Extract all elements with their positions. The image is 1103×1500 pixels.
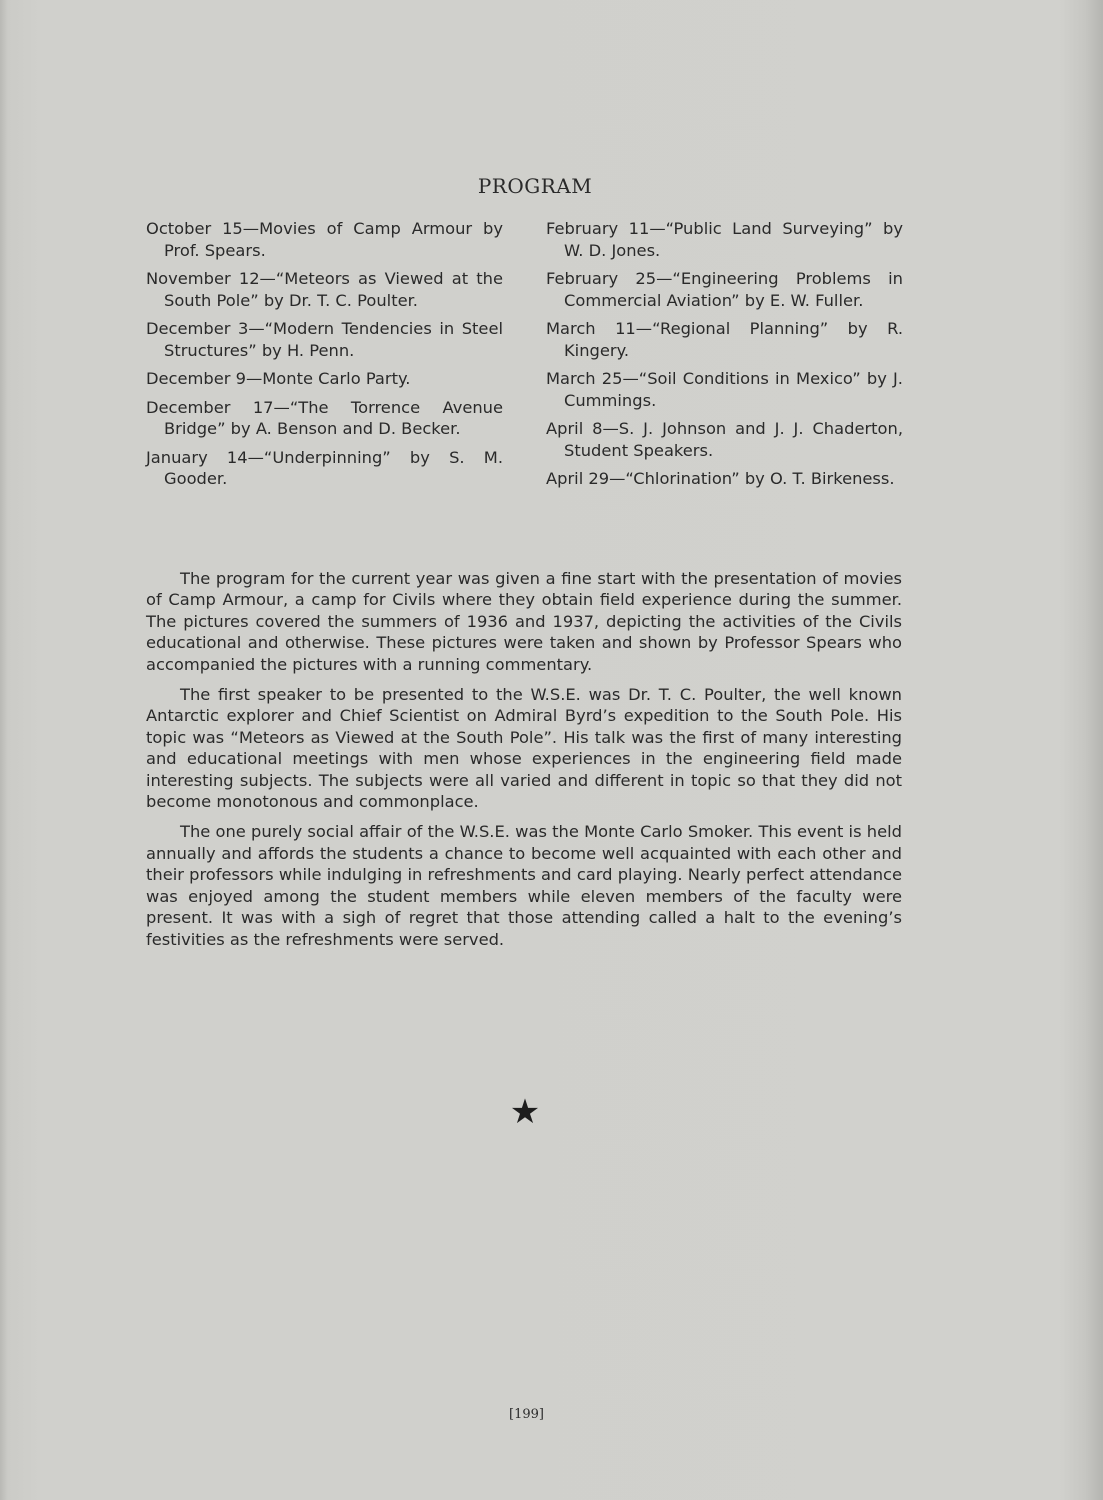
- paragraph: The one purely social affair of the W.S.E. was the Monte Carlo Smoker. This event is held annually and affords the students a chance to become well acquainted with each other and their professors while indulging in refreshments and card playing. Nearly perfect attendance was enjoyed among the student members while eleven members of the faculty were present. It was with a sigh of regret that those attending called a halt to the evening’s festivities as the refreshments were served.: [146, 822, 902, 949]
- paragraph: The first speaker to be presented to the W.S.E. was Dr. T. C. Poulter, the well known Antarctic explorer and Chief Scientist on Admiral Byrd’s expedition to the South Pole. His topic was “Meteors as Viewed at the South Pole”. His talk was the first of many interesting and educational meetings with men whose experiences in the engineering field made interesting subjects. The subjects were all varied and different in topic so that they did not become monotonous and commonplace.: [146, 685, 902, 812]
- program-item: April 8—S. J. Johnson and J. J. Chaderton, Student Speakers.: [546, 419, 903, 460]
- program-item: February 25—“Engineering Problems in Commercial Aviation” by E. W. Fuller.: [546, 269, 903, 310]
- program-item: October 15—Movies of Camp Armour by Prof. Spears.: [146, 219, 503, 260]
- body-text: [146, 568, 902, 959]
- program-item: January 14—“Underpinning” by S. M. Gooder.: [146, 447, 503, 488]
- program-item: December 3—“Modern Tendencies in Steel Structures” by H. Penn.: [146, 319, 503, 360]
- program-item: February 11—“Public Land Surveying” by W. D. Jones.: [546, 219, 903, 260]
- program-item: December 9—Monte Carlo Party.: [146, 369, 411, 388]
- program-item: March 11—“Regional Planning” by R. Kingery.: [546, 319, 903, 360]
- program-item: April 29—“Chlorination” by O. T. Birkeness.: [546, 469, 895, 488]
- star-icon: ★: [509, 1092, 541, 1132]
- program-item: March 25—“Soil Conditions in Mexico” by J. Cummings.: [546, 369, 903, 410]
- paragraph: The program for the current year was given a fine start with the presentation of movies of Camp Armour, a camp for Civils where they obtain field experience during the summer. The pictures covered the summers of 1936 and 1937, depicting the activities of the Civils educational and otherwise. These pictures were taken and shown by Professor Spears who accompanied the pictures with a running commentary.: [146, 569, 902, 674]
- program-list-right: [546, 218, 903, 497]
- page-title: PROGRAM: [477, 174, 593, 198]
- program-item: December 17—“The Torrence Avenue Bridge” by A. Benson and D. Becker.: [146, 397, 503, 438]
- program-item: November 12—“Meteors as Viewed at the South Pole” by Dr. T. C. Poulter.: [146, 269, 503, 310]
- program-list-left: [146, 218, 503, 497]
- page-number: [199]: [509, 1407, 544, 1422]
